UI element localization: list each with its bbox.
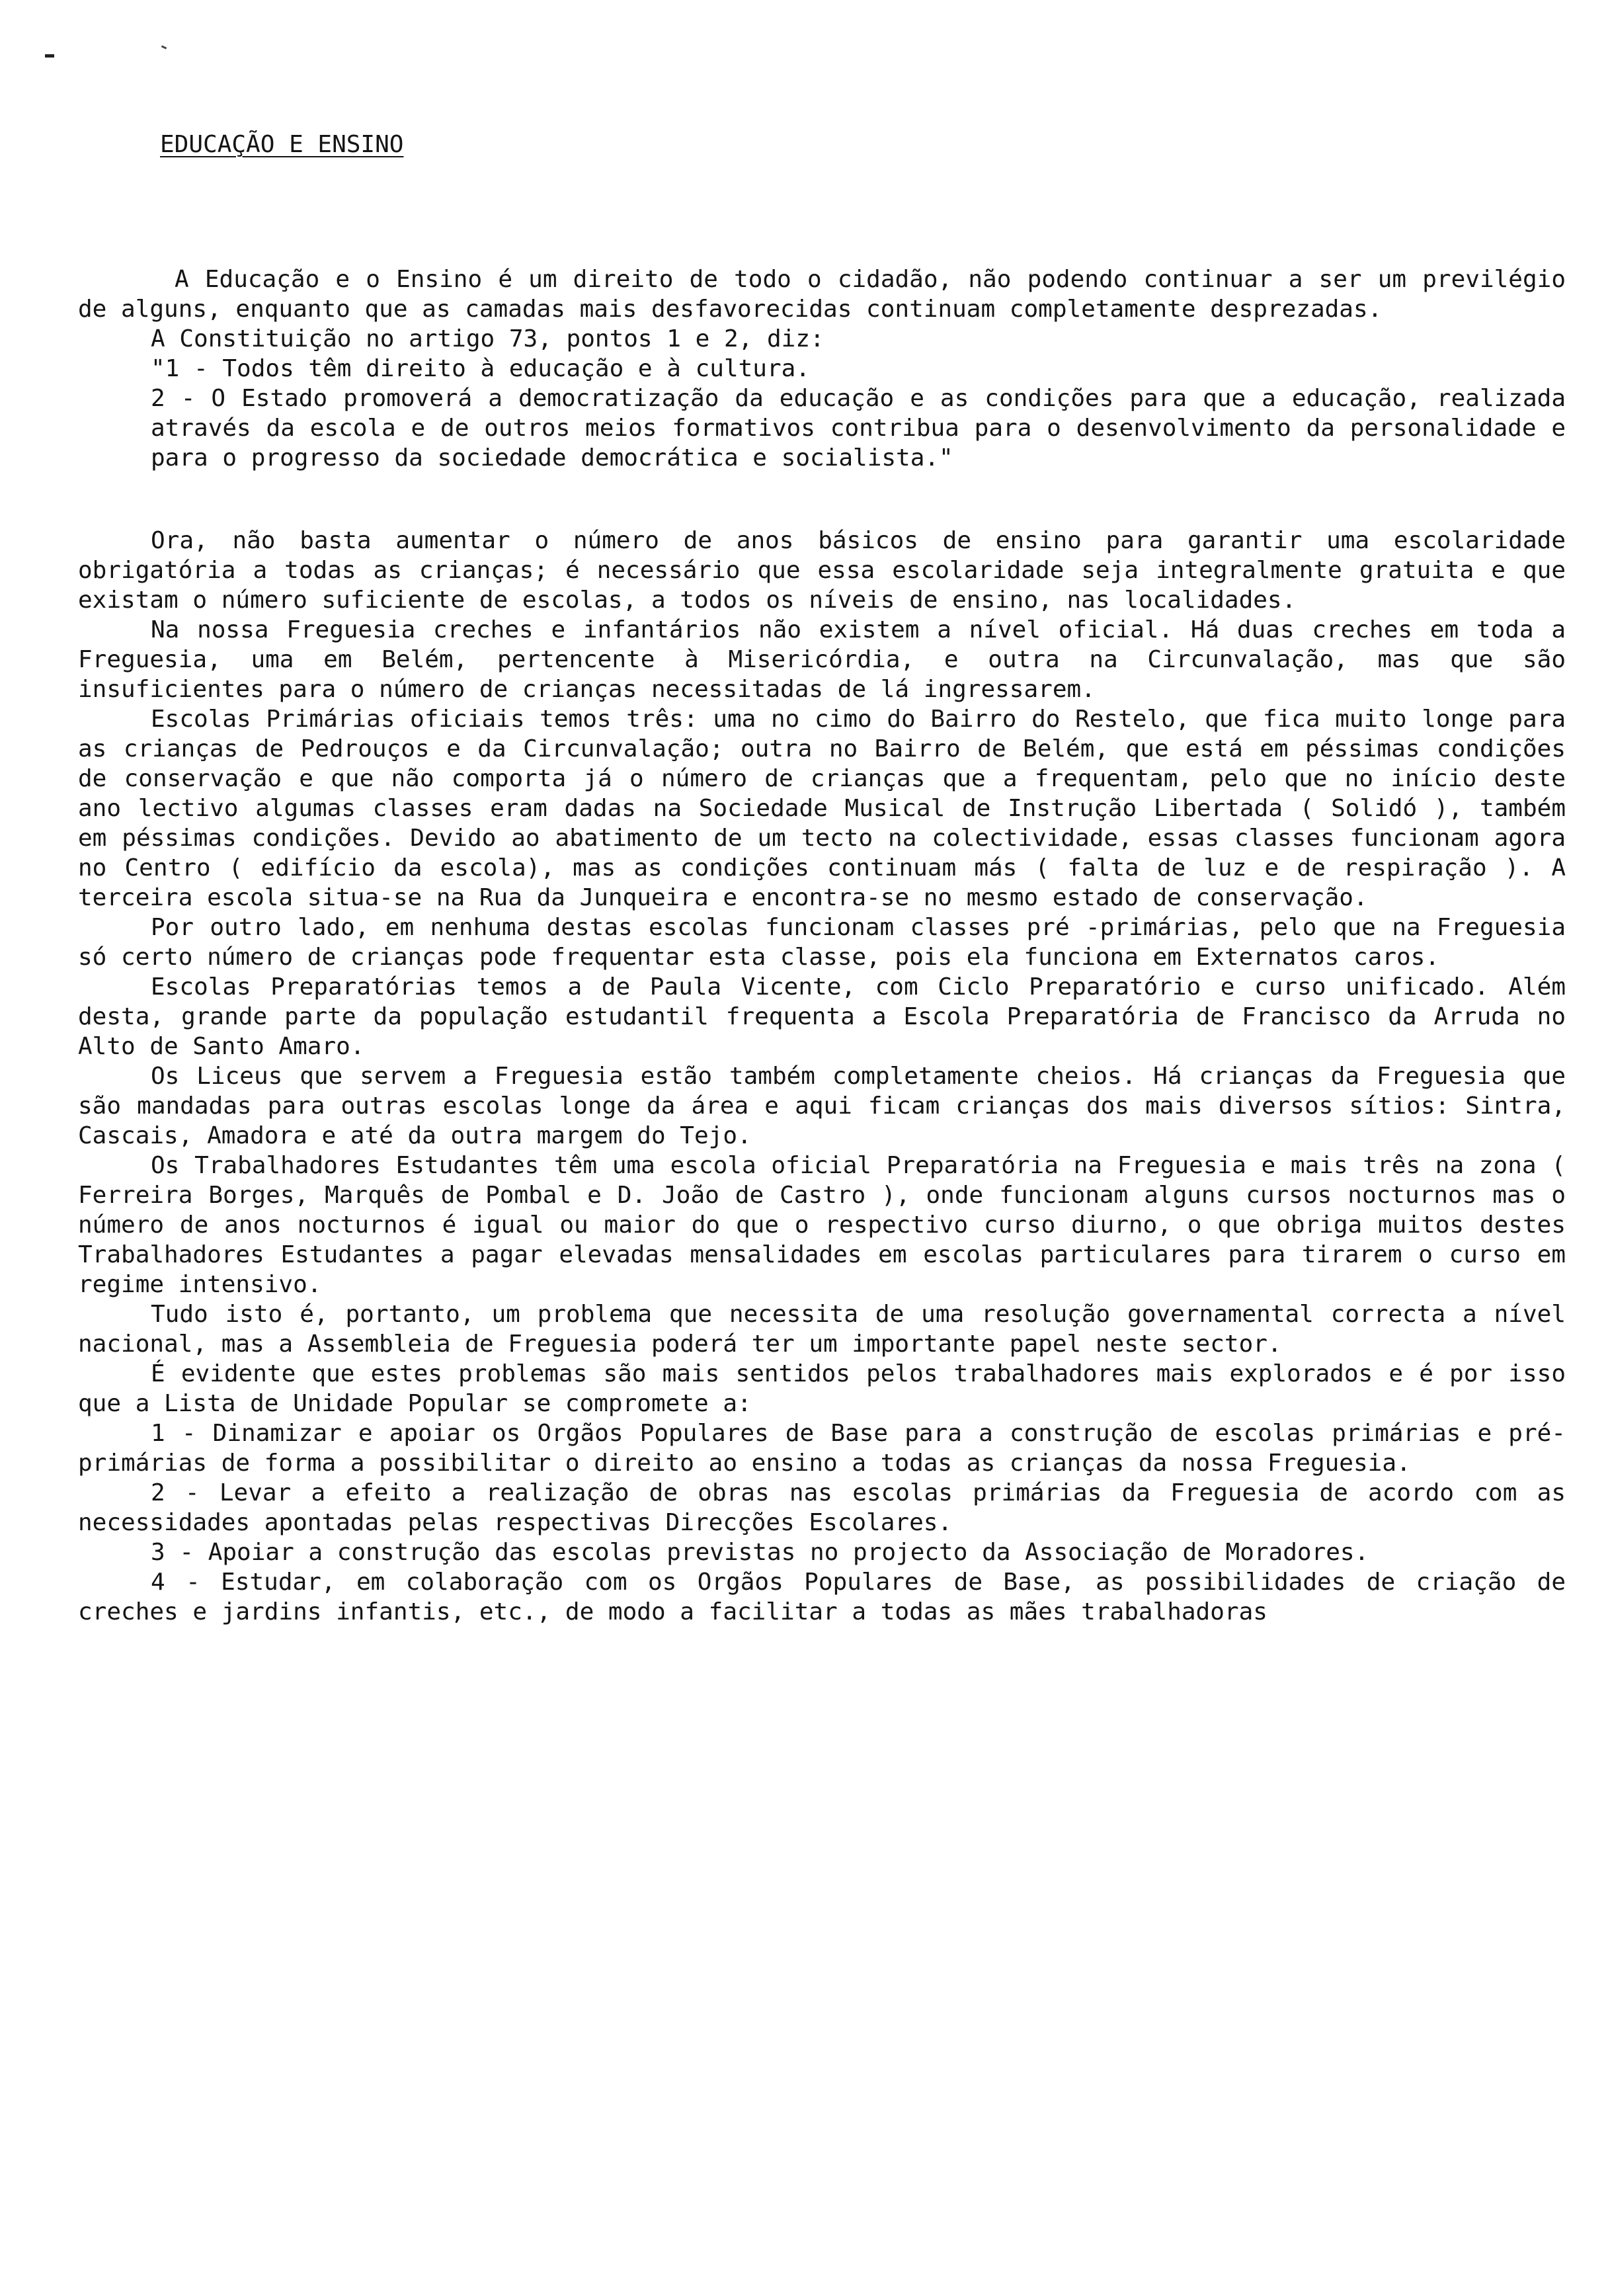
body-paragraph: Na nossa Freguesia creches e infantários não existem a nível oficial. Há duas creches em toda a Freguesia, uma em Belém, pertencente à Misericórdia, e outra na Circunvalação, mas que são insuficientes para o número de crianças necessitadas de lá ingressarem. bbox=[78, 616, 1566, 703]
body-paragraph: Por outro lado, em nenhuma destas escolas funcionam classes pré -primárias, pelo que na Freguesia só certo número de crianças pode frequentar esta classe, pois ela funciona em Externatos caros. bbox=[78, 914, 1566, 971]
document-title: EDUCAÇÃO E ENSINO bbox=[160, 131, 404, 158]
constitution-point-1: "1 - Todos têm direito à educação e à cultura. bbox=[151, 355, 810, 382]
body-paragraph: Os Liceus que servem a Freguesia estão também completamente cheios. Há crianças da Freguesia que são mandadas para outras escolas longe da área e aqui ficam crianças dos mais diversos sítios: Sintra, Cascais, Amadora e até da outra margem do Tejo. bbox=[78, 1063, 1566, 1149]
constitution-intro: A Constituição no artigo 73, pontos 1 e 2, diz: bbox=[151, 325, 824, 352]
commitment-item: 3 - Apoiar a construção das escolas previstas no projecto da Associação de Moradores. bbox=[151, 1539, 1369, 1566]
body-paragraph: Escolas Primárias oficiais temos três: uma no cimo do Bairro do Restelo, que fica muito longe para as crianças de Pedrouços e da Circunvalação; outra no Bairro de Belém, que está em péssimas condições de conservação e que não comporta já o número de crianças que a frequentam, pelo que no início deste ano lectivo algumas classes eram dadas na Sociedade Musical de Instrução Libertada ( Solidó ), também em péssimas condições. Devido ao abatimento de um tecto na colectividade, essas classes funcionam agora no Centro ( edifício da escola), mas as condições continuam más ( falta de luz e de respiração ). A terceira escola situa-se na Rua da Junqueira e encontra-se no mesmo estado de conservação. bbox=[78, 706, 1566, 911]
scan-mark bbox=[45, 54, 54, 58]
scan-mark bbox=[161, 45, 167, 49]
body-paragraph: É evidente que estes problemas são mais sentidos pelos trabalhadores mais explorados e é por isso que a Lista de Unidade Popular se compromete a: bbox=[78, 1360, 1566, 1417]
document-body bbox=[78, 265, 1566, 1627]
body-paragraph: Os Trabalhadores Estudantes têm uma escola oficial Preparatória na Freguesia e mais três na zona ( Ferreira Borges, Marquês de Pombal e D. João de Castro ), onde funcionam alguns cursos nocturnos mas o número de anos nocturnos é igual ou maior do que o respectivo curso diurno, o que obriga muitos destes Trabalhadores Estudantes a pagar elevadas mensalidades em escolas particulares para tirarem o curso em regime intensivo. bbox=[78, 1152, 1566, 1298]
commitment-item: 4 - Estudar, em colaboração com os Orgãos Populares de Base, as possibilidades de criação de creches e jardins infantis, etc., de modo a facilitar a todas as mães trabalhadoras bbox=[78, 1569, 1566, 1625]
commitment-item: 1 - Dinamizar e apoiar os Orgãos Populares de Base para a construção de escolas primárias e pré-primárias de forma a possibilitar o direito ao ensino a todas as crianças da nossa Freguesia. bbox=[78, 1420, 1566, 1477]
constitution-point-2: 2 - O Estado promoverá a democratização da educação e as condições para que a educação, realizada através da escola e de outros meios formativos contribua para o desenvolvimento da personalidade e para o progresso da sociedade democrática e socialista." bbox=[151, 385, 1566, 472]
body-paragraph: Tudo isto é, portanto, um problema que necessita de uma resolução governamental correcta a nível nacional, mas a Assembleia de Freguesia poderá ter um importante papel neste sector. bbox=[78, 1301, 1566, 1358]
body-paragraph: Ora, não basta aumentar o número de anos básicos de ensino para garantir uma escolaridade obrigatória a todas as crianças; é necessário que essa escolaridade seja integralmente gratuita e que existam o número suficiente de escolas, a todos os níveis de ensino, nas localidades. bbox=[78, 527, 1566, 614]
intro-paragraph: A Educação e o Ensino é um direito de todo o cidadão, não podendo continuar a ser um previlégio de alguns, enquanto que as camadas mais desfavorecidas continuam completamente desprezadas. bbox=[78, 266, 1566, 323]
commitment-item: 2 - Levar a efeito a realização de obras nas escolas primárias da Freguesia de acordo com as necessidades apontadas pelas respectivas Direcções Escolares. bbox=[78, 1479, 1566, 1536]
body-paragraph: Escolas Preparatórias temos a de Paula Vicente, com Ciclo Preparatório e curso unificado. Além desta, grande parte da população estudantil frequenta a Escola Preparatória de Francisco da Arruda no Alto de Santo Amaro. bbox=[78, 973, 1566, 1060]
